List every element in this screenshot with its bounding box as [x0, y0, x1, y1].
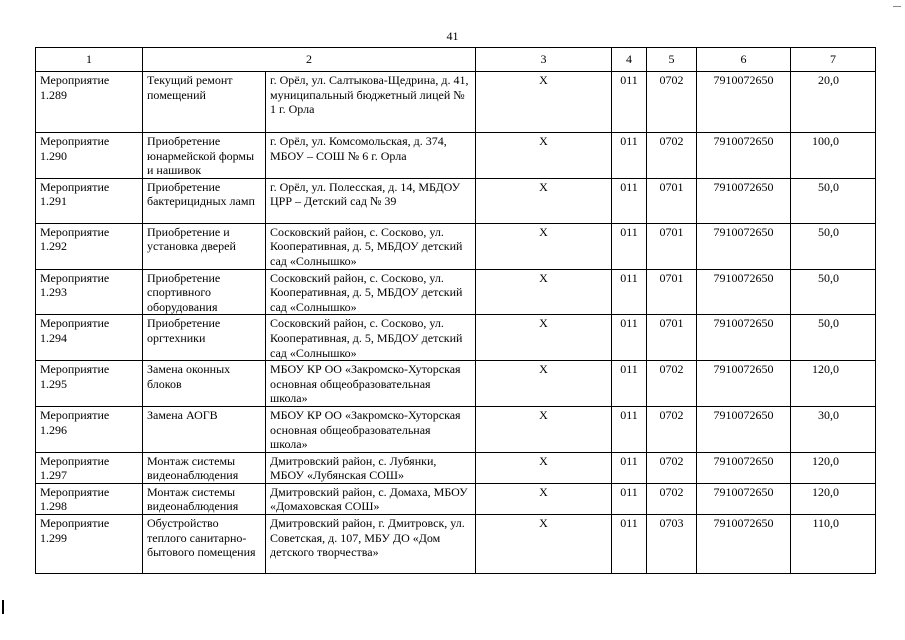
header-col-1: 1: [36, 48, 143, 72]
name-cell: Замена АОГВ: [143, 406, 266, 452]
col4-cell: 011: [612, 269, 647, 315]
address-cell: Дмитровский район, г. Дмитровск, ул. Советская, д. 107, МБУ ДО «Дом детского творчества»: [266, 515, 476, 574]
col3-cell: X: [476, 361, 612, 407]
col3-cell: X: [476, 223, 612, 269]
measure-cell: Мероприятие 1.294: [36, 315, 143, 361]
header-col-6: 6: [697, 48, 791, 72]
measure-cell: Мероприятие 1.293: [36, 269, 143, 315]
table-row: [36, 72, 876, 133]
col6-cell: 7910072650: [697, 133, 791, 179]
col7-cell: 110,0: [791, 515, 876, 574]
table-row: [36, 406, 876, 452]
name-cell: Текущий ремонт помещений: [143, 72, 266, 133]
name-cell: Монтаж системы видеонаблюдения: [143, 483, 266, 514]
measure-cell: Мероприятие 1.289: [36, 72, 143, 133]
col5-cell: 0702: [647, 406, 697, 452]
col7-cell: 50,0: [791, 315, 876, 361]
col3-cell: X: [476, 269, 612, 315]
measure-cell: Мероприятие 1.291: [36, 178, 143, 223]
col5-cell: 0703: [647, 515, 697, 574]
col5-cell: 0702: [647, 72, 697, 133]
address-cell: г. Орёл, ул. Салтыкова-Щедрина, д. 41, муниципальный бюджетный лицей № 1 г. Орла: [266, 72, 476, 133]
col7-cell: 50,0: [791, 178, 876, 223]
scan-corner-mark: [893, 6, 901, 7]
col4-cell: 011: [612, 483, 647, 514]
address-cell: Сосковский район, с. Сосково, ул. Кооперативная, д. 5, МБДОУ детский сад «Солнышко»: [266, 269, 476, 315]
col7-cell: 50,0: [791, 223, 876, 269]
header-col-2: 2: [143, 48, 476, 72]
table-row: [36, 269, 876, 315]
col6-cell: 7910072650: [697, 178, 791, 223]
col3-cell: X: [476, 72, 612, 133]
col4-cell: 011: [612, 515, 647, 574]
address-cell: МБОУ КР ОО «Закромско-Хуторская основная общеобразовательная школа»: [266, 406, 476, 452]
table-row: [36, 223, 876, 269]
col7-cell: 50,0: [791, 269, 876, 315]
table-row: [36, 178, 876, 223]
address-cell: г. Орёл, ул. Комсомольская, д. 374, МБОУ – СОШ № 6 г. Орла: [266, 133, 476, 179]
name-cell: Приобретение юнармейской формы и нашивок: [143, 133, 266, 179]
measure-cell: Мероприятие 1.295: [36, 361, 143, 407]
col7-cell: 120,0: [791, 361, 876, 407]
header-col-7: 7: [791, 48, 876, 72]
col6-cell: 7910072650: [697, 452, 791, 483]
header-col-3: 3: [476, 48, 612, 72]
col4-cell: 011: [612, 406, 647, 452]
col5-cell: 0701: [647, 269, 697, 315]
page-number: 41: [446, 29, 459, 43]
measure-cell: Мероприятие 1.299: [36, 515, 143, 574]
col4-cell: 011: [612, 133, 647, 179]
measure-cell: Мероприятие 1.292: [36, 223, 143, 269]
col5-cell: 0702: [647, 133, 697, 179]
budget-table: [35, 47, 876, 574]
name-cell: Обустройство теплого санитарно-бытового помещения: [143, 515, 266, 574]
col6-cell: 7910072650: [697, 361, 791, 407]
col3-cell: X: [476, 178, 612, 223]
col6-cell: 7910072650: [697, 223, 791, 269]
header-row: [36, 48, 876, 72]
table-row: [36, 452, 876, 483]
col5-cell: 0702: [647, 361, 697, 407]
name-cell: Приобретение спортивного оборудования: [143, 269, 266, 315]
col3-cell: X: [476, 483, 612, 514]
table-row: [36, 515, 876, 574]
address-cell: г. Орёл, ул. Полесская, д. 14, МБДОУ ЦРР – Детский сад № 39: [266, 178, 476, 223]
col4-cell: 011: [612, 72, 647, 133]
address-cell: МБОУ КР ОО «Закромско-Хуторская основная общеобразовательная школа»: [266, 361, 476, 407]
col3-cell: X: [476, 315, 612, 361]
name-cell: Приобретение и установка дверей: [143, 223, 266, 269]
name-cell: Приобретение оргтехники: [143, 315, 266, 361]
col6-cell: 7910072650: [697, 406, 791, 452]
col6-cell: 7910072650: [697, 269, 791, 315]
measure-cell: Мероприятие 1.298: [36, 483, 143, 514]
scan-edge-mark: [2, 600, 4, 614]
measure-cell: Мероприятие 1.297: [36, 452, 143, 483]
address-cell: Сосковский район, с. Сосково, ул. Кооперативная, д. 5, МБДОУ детский сад «Солнышко»: [266, 315, 476, 361]
col6-cell: 7910072650: [697, 515, 791, 574]
col5-cell: 0701: [647, 178, 697, 223]
name-cell: Приобретение бактерицидных ламп: [143, 178, 266, 223]
col3-cell: X: [476, 452, 612, 483]
col3-cell: X: [476, 406, 612, 452]
col3-cell: X: [476, 133, 612, 179]
measure-cell: Мероприятие 1.290: [36, 133, 143, 179]
header-col-5: 5: [647, 48, 697, 72]
col4-cell: 011: [612, 178, 647, 223]
table-row: [36, 361, 876, 407]
col7-cell: 20,0: [791, 72, 876, 133]
address-cell: Сосковский район, с. Сосково, ул. Кооперативная, д. 5, МБДОУ детский сад «Солнышко»: [266, 223, 476, 269]
col4-cell: 011: [612, 315, 647, 361]
col5-cell: 0701: [647, 315, 697, 361]
col6-cell: 7910072650: [697, 72, 791, 133]
header-col-4: 4: [612, 48, 647, 72]
address-cell: Дмитровский район, с. Домаха, МБОУ «Домаховская СОШ»: [266, 483, 476, 514]
col7-cell: 30,0: [791, 406, 876, 452]
col7-cell: 120,0: [791, 483, 876, 514]
col5-cell: 0702: [647, 483, 697, 514]
col7-cell: 120,0: [791, 452, 876, 483]
col3-cell: X: [476, 515, 612, 574]
col4-cell: 011: [612, 361, 647, 407]
address-cell: Дмитровский район, с. Лубянки, МБОУ «Лубянская СОШ»: [266, 452, 476, 483]
col6-cell: 7910072650: [697, 315, 791, 361]
table-row: [36, 315, 876, 361]
col5-cell: 0701: [647, 223, 697, 269]
name-cell: Замена оконных блоков: [143, 361, 266, 407]
measure-cell: Мероприятие 1.296: [36, 406, 143, 452]
name-cell: Монтаж системы видеонаблюдения: [143, 452, 266, 483]
table-row: [36, 133, 876, 179]
table-row: [36, 483, 876, 514]
col4-cell: 011: [612, 223, 647, 269]
col7-cell: 100,0: [791, 133, 876, 179]
col5-cell: 0702: [647, 452, 697, 483]
col6-cell: 7910072650: [697, 483, 791, 514]
col4-cell: 011: [612, 452, 647, 483]
